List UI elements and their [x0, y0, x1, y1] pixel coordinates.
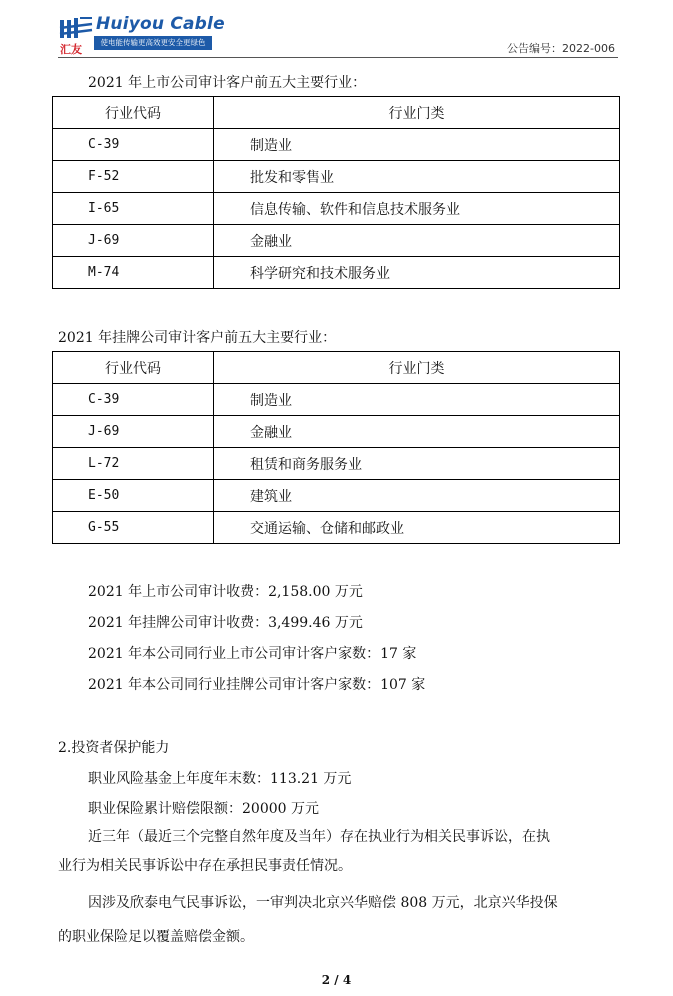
- industry-name: 批发和零售业: [214, 161, 620, 193]
- industry-code: G-55: [53, 512, 214, 544]
- industry-code: E-50: [53, 480, 214, 512]
- industry-code: C-39: [53, 384, 214, 416]
- table-row: [53, 225, 620, 257]
- company-logo: [58, 14, 225, 56]
- logo-slogan: 使电能传输更高效更安全更绿色: [94, 36, 212, 50]
- litigation-paragraph-line2: 业行为相关民事诉讼中存在承担民事责任情况。: [58, 858, 352, 874]
- section-heading: 2.投资者保护能力: [58, 740, 170, 756]
- logo-chinese-name: 汇友: [60, 43, 82, 56]
- logo-brand-text: Huiyou Cable: [96, 14, 225, 34]
- industry-name: 科学研究和技术服务业: [214, 257, 620, 289]
- industry-name: 制造业: [214, 129, 620, 161]
- header-divider: [58, 57, 618, 58]
- industry-name: 信息传输、软件和信息技术服务业: [214, 193, 620, 225]
- lawsuit-paragraph-line1: 因涉及欣泰电气民事诉讼，一审判决北京兴华赔偿 808 万元，北京兴华投保: [88, 895, 558, 911]
- industry-name: 制造业: [214, 384, 620, 416]
- column-header-category: 行业门类: [214, 352, 620, 384]
- listed-audit-fee: 2021 年上市公司审计收费：2,158.00 万元: [88, 584, 363, 600]
- industry-name: 金融业: [214, 416, 620, 448]
- table-row: [53, 161, 620, 193]
- industry-code: M-74: [53, 257, 214, 289]
- table-row: [53, 512, 620, 544]
- listed-industries-title: 2021 年上市公司审计客户前五大主要行业：: [88, 75, 367, 91]
- quoted-client-count: 2021 年本公司同行业挂牌公司审计客户家数：107 家: [88, 677, 426, 693]
- column-header-code: 行业代码: [53, 97, 214, 129]
- column-header-code: 行业代码: [53, 352, 214, 384]
- industry-code: J-69: [53, 416, 214, 448]
- lawsuit-paragraph-line2: 的职业保险足以覆盖赔偿金额。: [58, 929, 254, 945]
- table-row: [53, 384, 620, 416]
- industry-name: 建筑业: [214, 480, 620, 512]
- industry-code: F-52: [53, 161, 214, 193]
- table-row: [53, 257, 620, 289]
- industry-code: I-65: [53, 193, 214, 225]
- table-row: [53, 193, 620, 225]
- industry-name: 交通运输、仓储和邮政业: [214, 512, 620, 544]
- risk-fund-line: 职业风险基金上年度年末数：113.21 万元: [88, 771, 352, 787]
- insurance-limit-line: 职业保险累计赔偿限额：20000 万元: [88, 801, 319, 817]
- quoted-industries-title: 2021 年挂牌公司审计客户前五大主要行业：: [58, 330, 337, 346]
- table-row: [53, 480, 620, 512]
- quoted-industries-table: [52, 351, 620, 544]
- litigation-paragraph-line1: 近三年（最近三个完整自然年度及当年）存在执业行为相关民事诉讼，在执: [88, 829, 550, 845]
- industry-name: 金融业: [214, 225, 620, 257]
- industry-code: C-39: [53, 129, 214, 161]
- table-row: [53, 129, 620, 161]
- table-header-row: [53, 352, 620, 384]
- listed-client-count: 2021 年本公司同行业上市公司审计客户家数：17 家: [88, 646, 417, 662]
- announcement-number: 公告编号：2022-006: [507, 42, 615, 55]
- column-header-category: 行业门类: [214, 97, 620, 129]
- industry-code: J-69: [53, 225, 214, 257]
- industry-name: 租赁和商务服务业: [214, 448, 620, 480]
- listed-industries-table: [52, 96, 620, 289]
- table-header-row: [53, 97, 620, 129]
- table-row: [53, 416, 620, 448]
- quoted-audit-fee: 2021 年挂牌公司审计收费：3,499.46 万元: [88, 615, 363, 631]
- page-number: 2 / 4: [321, 973, 352, 987]
- industry-code: L-72: [53, 448, 214, 480]
- table-row: [53, 448, 620, 480]
